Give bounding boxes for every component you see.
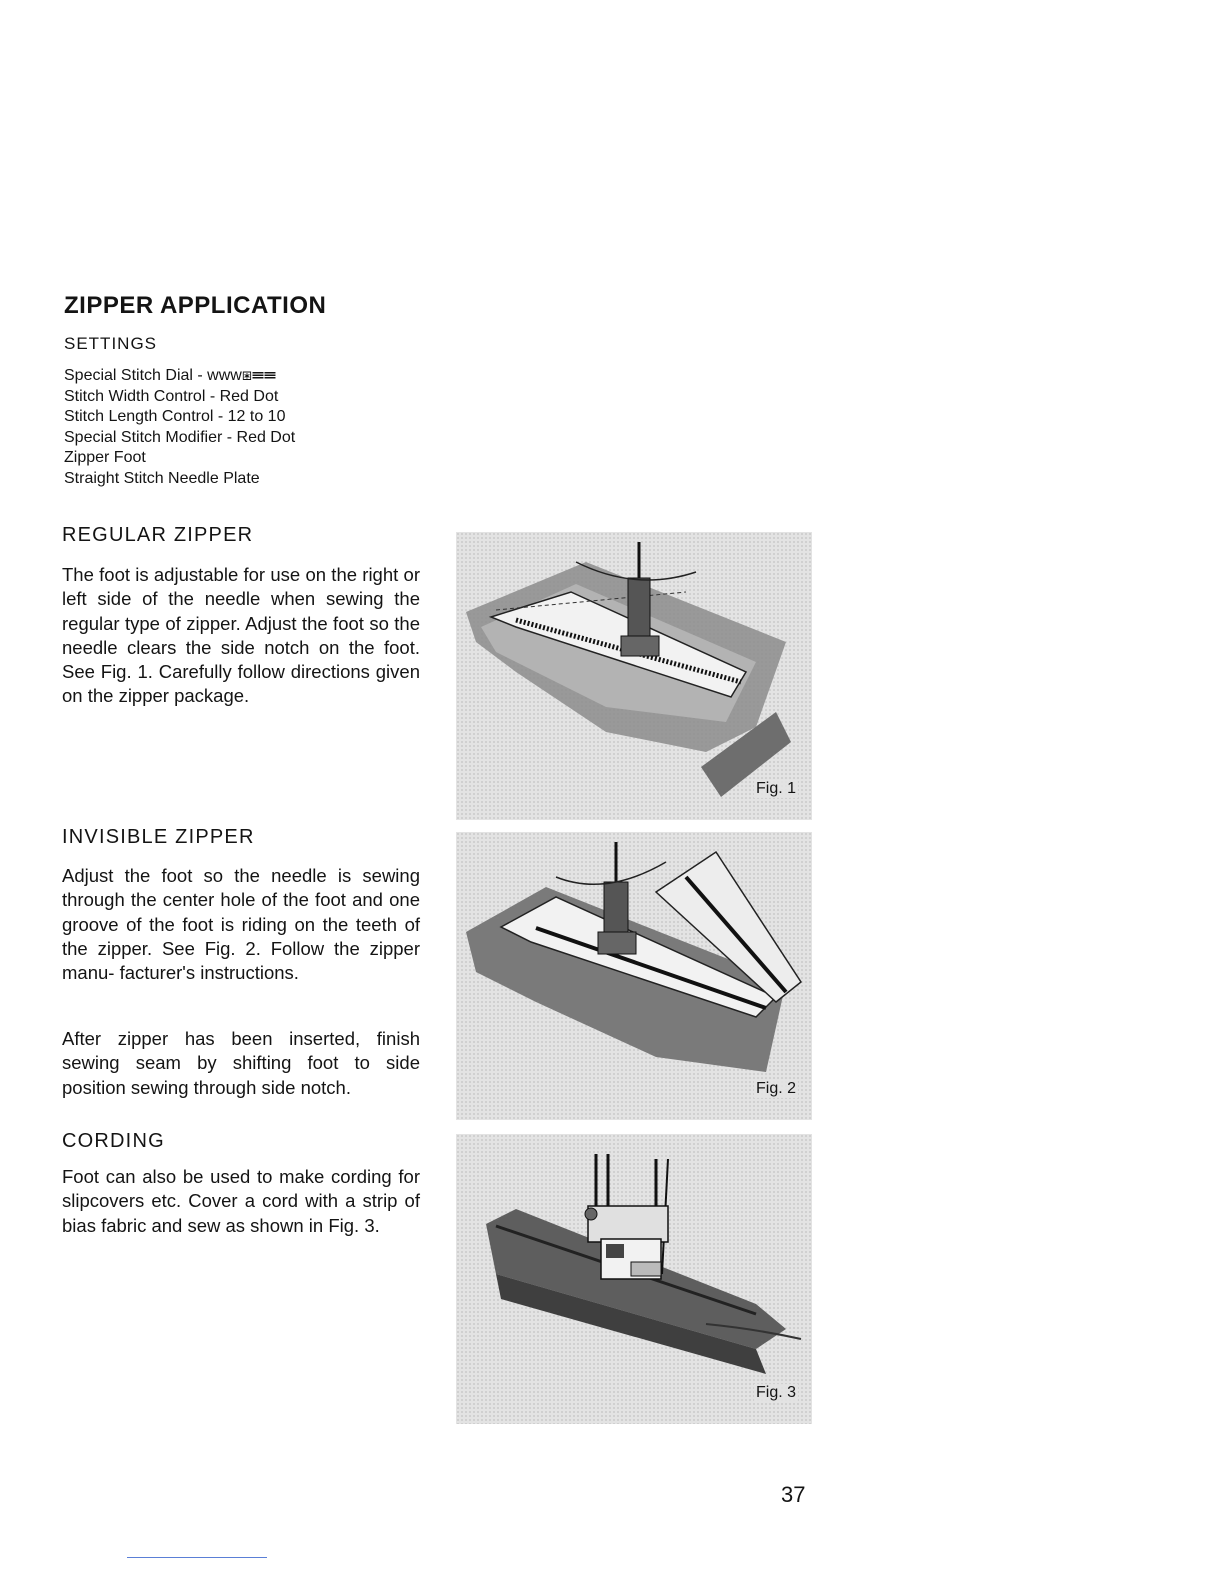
cording-text: Foot can also be used to make cording for slipcovers etc. Cover a cord with a strip of bias fabric and sew as shown in Fig. 3. (62, 1166, 420, 1236)
cording-illustration (456, 1134, 812, 1424)
figure-1 (456, 532, 812, 820)
setting-stitch-length: Stitch Length Control - 12 to 10 (64, 408, 286, 425)
settings-list (64, 366, 295, 489)
page-title: ZIPPER APPLICATION (64, 292, 327, 319)
figure-2 (456, 832, 812, 1120)
setting-foot: Zipper Foot (64, 449, 146, 466)
regular-zipper-text: The foot is adjustable for use on the right or left side of the needle when sewing the regular type of zipper. Adjust the foot so the needle clears the side notch on the foot. See Fig. 1. Carefully follow directions given on the zipper package. (62, 564, 420, 707)
invisible-zipper-illustration (456, 832, 812, 1120)
settings-heading: SETTINGS (64, 334, 158, 353)
regular-zipper-illustration (456, 532, 812, 820)
figure-1-label: Fig. 1 (755, 780, 796, 797)
setting-stitch-dial: Special Stitch Dial - ᴡᴡᴡ⧆☰☰ (64, 367, 277, 384)
page-number: 37 (781, 1482, 806, 1507)
figure-2-label: Fig. 2 (755, 1080, 796, 1097)
regular-zipper-heading: REGULAR ZIPPER (62, 524, 254, 546)
setting-needle-plate: Straight Stitch Needle Plate (64, 469, 260, 487)
invisible-zipper-text: Adjust the foot so the needle is sewing through the center hole of the foot and one groove of the foot is riding on the teeth of the zipper. See Fig. 2. Follow the zipper manu- facturer's instructions. (62, 865, 420, 984)
figure-3 (456, 1134, 812, 1424)
figure-3-label: Fig. 3 (755, 1384, 796, 1401)
setting-stitch-modifier: Special Stitch Modifier - Red Dot (64, 428, 296, 446)
cording-heading: CORDING (62, 1130, 165, 1152)
setting-stitch-width: Stitch Width Control - Red Dot (64, 387, 279, 405)
footer-rule (127, 1557, 267, 1558)
invisible-zipper-followup-text: After zipper has been inserted, finish sewing seam by shifting foot to side position sewing through side notch. (62, 1028, 420, 1098)
invisible-zipper-heading: INVISIBLE ZIPPER (62, 826, 255, 848)
